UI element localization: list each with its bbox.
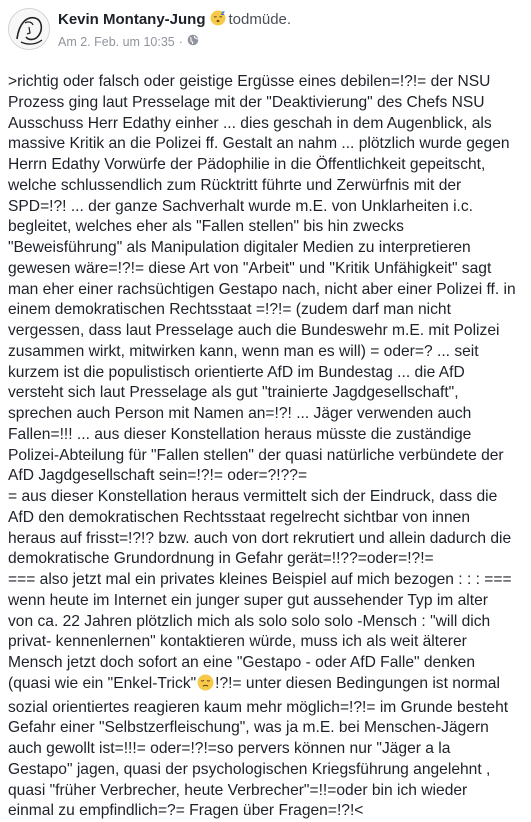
author-name[interactable]: Kevin Montany-Jung [58, 11, 206, 28]
profile-avatar[interactable] [8, 8, 50, 50]
globe-icon[interactable] [187, 33, 199, 51]
post-paragraph-2: = aus dieser Konstellation heraus vermittelt sich der Eindruck, dass die AfD den demokratischen Rechtsstaat regelrecht sichtbar von innen heraus auf frisst=!?!? bzw. auch von dort rekrutiert und allein dadurch die demokratische Grundordnung in Gefahr gerät=!!??=oder=!?!= [8, 488, 512, 568]
post-paragraph-1: >richtig oder falsch oder geistige Ergüsse eines debilen=!?!= der NSU Prozess ging laut Presselage mit der "Deaktivierung" des Chefs NSU Ausschuss Herr Edathy einher ... dies geschah in dem Augenblick, als massive Kritik an die Polizei ff. Gestalt an nahm ... plötzlich wurde gegen Herrn Edathy Vorwürfe der Pädophilie in die Öffentlichkeit gepeitscht, welche schlussendlich zum Rücktritt führte und Zerwürfnis mit der SPD=!?! ... der ganze Sachverhalt wurde m.E. von Unklarheiten i.c. begleitet, welches eher als "Fallen stellen" bis hin zwecks "Beweisführung" als Manipulation digitaler Medien zu interpretieren gewesen wäre=!?!= diese Art von "Arbeit" und "Kritik Unfähigkeit" sagt man eher einer rachsüchtigen Gestapo nach, nicht aber einer Polizei ff. in einem demokratischen Rechtsstaat =!?!= (zudem darf man nicht vergessen, dass laut Presselage auch die Bundeswehr m.E. mit Polizei zusammen wirkt, mitwirken kann, wenn man es will) = oder=? ... seit kurzem ist die populistisch orientierte AfD im Bundestag ... die AfD versteht sich laut Presselage als gut "trainierte Jagdgesellschaft", sprechen auch Person mit Namen an=!?! ... Jäger verwenden auch Fallen=!!! ... aus dieser Konstellation heraus müsste die zuständige Polizei-Abteilung für "Fallen stellen" der quasi natürliche verbündete der AfD Jagdgesellschaft sein=!?!= oder=?!??= [8, 73, 516, 485]
post-body [8, 72, 519, 822]
post-timestamp[interactable]: Am 2. Feb. um 10:35 [58, 35, 175, 49]
post-paragraph-3: === also jetzt mal ein privates kleines Beispiel auf mich bezogen : : : === wenn heute im Internet ein junger super gut aussehender Typ im alter von ca. 22 Jahren plötzlich mich als solo solo solo -Mensch : "will dich privat- kennenlernen" kontaktieren würde, muss ich als weit älterer Mensch jetzt doch sofort an eine "Gestapo - oder AfD Falle" denken (quasi wie ein "Enkel-Trick" [8, 571, 512, 692]
disappointed-face-emoji-icon [197, 674, 214, 698]
avatar-drawing-icon [9, 9, 49, 49]
post-paragraph-tail: !?!= unter diesen Bedingungen ist normal sozial orientiertes reagieren kaum mehr möglich=!?!= im Grunde besteht Gefahr einer "Selbstzerfleischung", was ja m.E. bei Menschen-Jägern auch gewollt ist=!!!= oder=!?!=so pervers können nur "Jäger a la Gestapo" jagen, quasi der psychologischen Kriegsführung angelehnt , quasi "früher Verbrecher, heute Verbrecher"=!!=oder bin ich wieder einmal zu empfindlich=?= Fragen über Fragen=!?!< [8, 674, 509, 820]
post-header [8, 8, 519, 58]
author-line [58, 10, 291, 31]
separator-dot: · [178, 35, 183, 49]
post-meta [58, 8, 291, 51]
post-subtitle [58, 33, 291, 51]
sleepy-face-emoji-icon [210, 10, 226, 31]
feeling-text: todmüde. [228, 11, 292, 28]
